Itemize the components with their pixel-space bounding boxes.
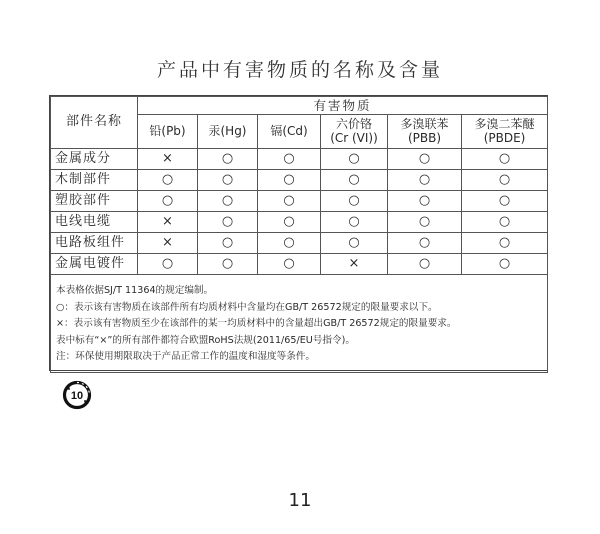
substance-header: 铅(Pb) (138, 115, 198, 149)
substance-mark: ○ (198, 191, 258, 212)
substance-mark: ○ (198, 170, 258, 191)
substance-mark: ○ (198, 149, 258, 170)
substance-mark: ○ (258, 233, 321, 254)
substance-mark: × (138, 233, 198, 254)
substance-mark: ○ (258, 191, 321, 212)
part-name: 电线电缆 (51, 212, 138, 233)
hazardous-substance-table (49, 95, 548, 371)
table-row (51, 149, 548, 170)
substance-mark: ○ (198, 212, 258, 233)
substance-mark: ○ (388, 254, 462, 275)
table-row (51, 212, 548, 233)
part-name: 塑胶部件 (51, 191, 138, 212)
substance-mark: ○ (321, 191, 388, 212)
substance-header: 多溴联苯 (PBB) (388, 115, 462, 149)
substance-mark: ○ (198, 254, 258, 275)
substance-mark: ○ (258, 254, 321, 275)
substance-mark: ○ (321, 170, 388, 191)
note-line: 本表格依据SJ/T 11364的规定编制。 (56, 285, 214, 296)
part-name: 金属成分 (51, 149, 138, 170)
substance-mark: ○ (462, 170, 548, 191)
epup-value: 10 (70, 390, 84, 402)
part-name: 金属电镀件 (51, 254, 138, 275)
substance-mark: × (321, 254, 388, 275)
page-number: 11 (288, 490, 312, 511)
note-line: ○：表示该有害物质在该部件所有均质材料中含量均在GB/T 26572规定的限量要求以下。 (56, 301, 438, 313)
substance-mark: ○ (321, 212, 388, 233)
substance-mark: ○ (462, 191, 548, 212)
note-line: 注：环保使用期限取决于产品正常工作的温度和湿度等条件。 (56, 351, 316, 362)
substance-mark: ○ (388, 212, 462, 233)
table-row (51, 170, 548, 191)
substance-mark: ○ (388, 233, 462, 254)
part-name-header: 部件名称 (51, 97, 138, 149)
substance-mark: ○ (258, 212, 321, 233)
substance-mark: × (138, 149, 198, 170)
substance-mark: ○ (462, 149, 548, 170)
substance-mark: ○ (258, 149, 321, 170)
substance-mark: ○ (388, 149, 462, 170)
substance-mark: ○ (388, 170, 462, 191)
substance-mark: ○ (138, 254, 198, 275)
substance-header: 六价铬 (Cr (VI)) (321, 115, 388, 149)
epup-10-icon (62, 380, 92, 410)
substance-mark: ○ (138, 170, 198, 191)
substance-mark: ○ (198, 233, 258, 254)
substance-mark: ○ (462, 254, 548, 275)
table-row (51, 191, 548, 212)
part-name: 木制部件 (51, 170, 138, 191)
hazard-substance-header: 有害物质 (138, 97, 548, 115)
table-row (51, 254, 548, 275)
substance-mark: ○ (258, 170, 321, 191)
substance-mark: ○ (321, 233, 388, 254)
substance-header: 多溴二苯醚 (PBDE) (462, 115, 548, 149)
substance-mark: × (138, 212, 198, 233)
substance-mark: ○ (388, 191, 462, 212)
substance-mark: ○ (138, 191, 198, 212)
table-notes (51, 275, 548, 373)
substance-header: 汞(Hg) (198, 115, 258, 149)
note-line: ×：表示该有害物质至少在该部件的某一均质材料中的含量超出GB/T 26572规定的限量要求。 (56, 318, 457, 329)
substance-header: 镉(Cd) (258, 115, 321, 149)
note-line: 表中标有“×”的所有部件都符合欧盟RoHS法规(2011/65/EU号指令)。 (56, 334, 355, 346)
substance-mark: ○ (462, 212, 548, 233)
substance-mark: ○ (321, 149, 388, 170)
page-title: 产品中有害物质的名称及含量 (156, 59, 443, 81)
table-row (51, 233, 548, 254)
part-name: 电路板组件 (51, 233, 138, 254)
substance-mark: ○ (462, 233, 548, 254)
